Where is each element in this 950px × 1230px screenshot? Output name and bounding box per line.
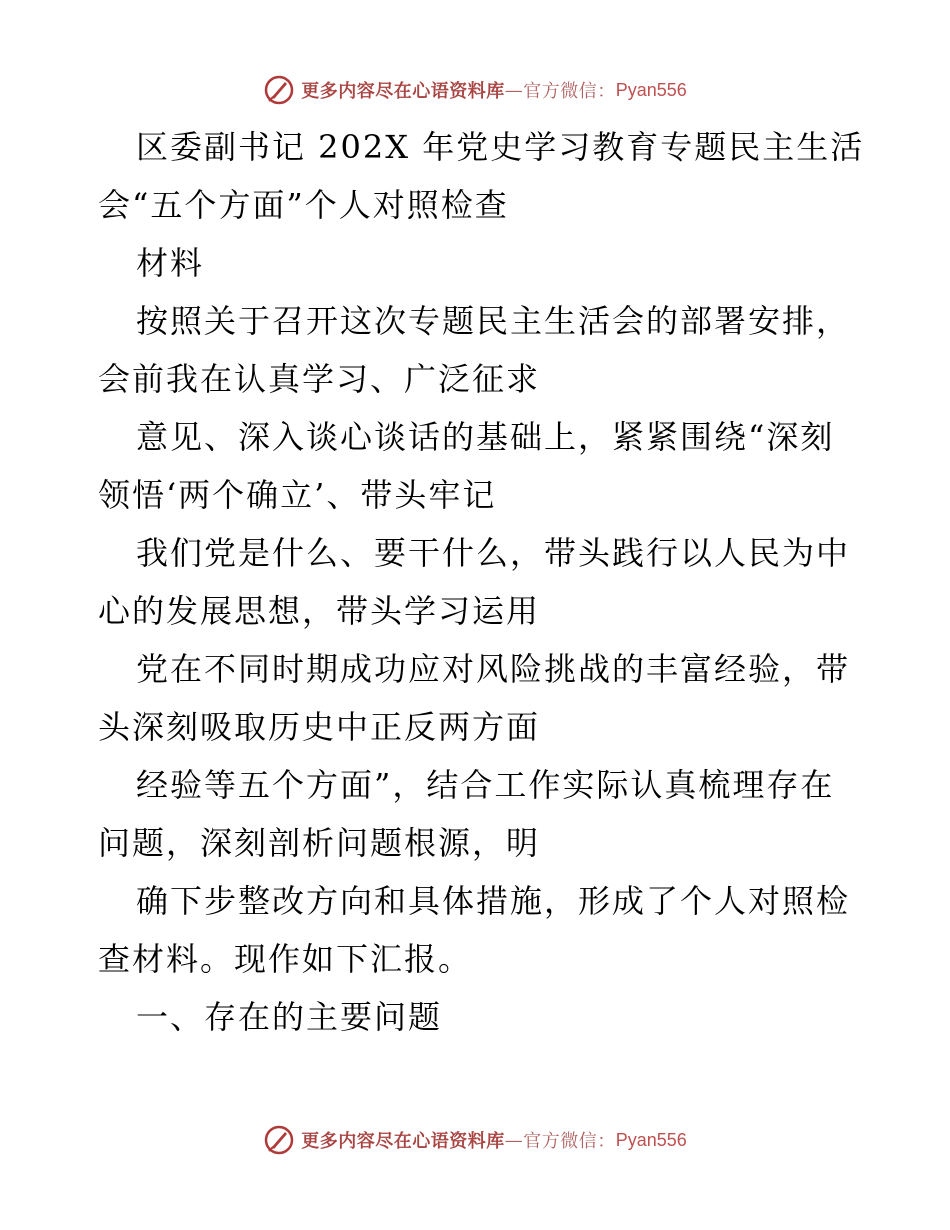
section-heading-1: 一、存在的主要问题 xyxy=(136,998,443,1036)
watermark-brand: 更多内容尽在心语资料库 xyxy=(301,1131,505,1152)
paragraph-5-line-1: 经验等五个方面”，结合工作实际认真梳理存在 xyxy=(136,766,835,804)
paragraph-4-line-2: 头深刻吸取历史中正反两方面 xyxy=(98,708,541,746)
quill-logo-icon xyxy=(263,74,295,106)
watermark-id: Pyan556 xyxy=(615,1129,687,1150)
paragraph-4-line-1: 党在不同时期成功应对风险挑战的丰富经验，带 xyxy=(136,650,851,688)
paragraph-6-line-2: 查材料。现作如下汇报。 xyxy=(98,940,473,978)
paragraph-5-line-2: 问题，深刻剖析问题根源，明 xyxy=(98,824,541,862)
paragraph-2-line-1: 意见、深入谈心谈话的基础上，紧紧围绕“深刻 xyxy=(136,418,835,456)
document-body xyxy=(98,118,865,1046)
header-watermark xyxy=(0,70,950,110)
watermark-dash: — xyxy=(504,79,524,101)
title-line-2: 会“五个方面”个人对照检查 xyxy=(98,186,509,224)
paragraph-3-line-2: 心的发展思想，带头学习运用 xyxy=(98,592,541,630)
watermark-suffix: 官方微信： xyxy=(523,1131,616,1152)
paragraph-1-line-1: 按照关于召开这次专题民主生活会的部署安排， xyxy=(136,302,851,340)
quill-logo-icon xyxy=(263,1124,295,1156)
watermark-id: Pyan556 xyxy=(615,79,687,100)
watermark-brand: 更多内容尽在心语资料库 xyxy=(301,81,505,102)
watermark-dash: — xyxy=(504,1129,524,1151)
title-line-3: 材料 xyxy=(136,244,205,282)
paragraph-6-line-1: 确下步整改方向和具体措施，形成了个人对照检 xyxy=(136,882,851,920)
paragraph-2-line-2: 领悟‘两个确立’、带头牢记 xyxy=(98,476,497,514)
paragraph-1-line-2: 会前我在认真学习、广泛征求 xyxy=(98,360,541,398)
paragraph-3-line-1: 我们党是什么、要干什么，带头践行以人民为中 xyxy=(136,534,851,572)
footer-watermark xyxy=(0,1120,950,1160)
watermark-suffix: 官方微信： xyxy=(523,81,616,102)
title-line-1: 区委副书记 202X 年党史学习教育专题民主生活 xyxy=(136,128,865,166)
